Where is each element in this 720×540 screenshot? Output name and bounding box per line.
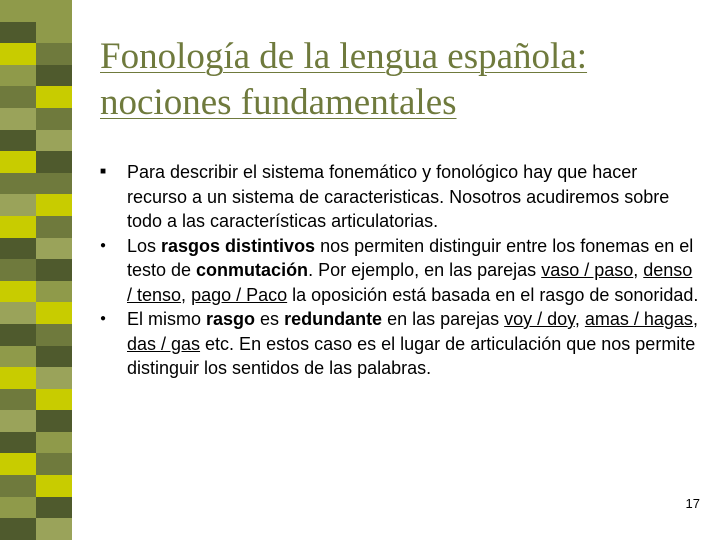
stripe-cell <box>36 497 72 519</box>
stripe-cell <box>0 130 36 152</box>
stripe-cell <box>36 173 72 195</box>
bullet-item <box>100 307 700 381</box>
bullet-text-run: redundante <box>284 309 383 329</box>
stripe-cell <box>36 43 72 65</box>
bullet-text-run: rasgos distintivos <box>161 235 316 256</box>
stripe-row <box>0 108 72 130</box>
stripe-cell <box>36 22 72 44</box>
stripe-row <box>0 432 72 454</box>
stripe-cell <box>0 432 36 454</box>
stripe-cell <box>36 518 72 540</box>
stripe-row <box>0 0 72 22</box>
bullet-text-run: , <box>181 284 192 305</box>
bullet-text-run: pago / Paco <box>191 284 288 305</box>
stripe-row <box>0 497 72 519</box>
stripe-cell <box>0 410 36 432</box>
stripe-cell <box>36 475 72 497</box>
stripe-row <box>0 216 72 238</box>
stripe-cell <box>0 43 36 65</box>
stripe-row <box>0 130 72 152</box>
stripe-row <box>0 43 72 65</box>
stripe-cell <box>36 259 72 281</box>
page-number: 17 <box>685 496 700 511</box>
bullet-text-run: nos permiten distinguir entre los fonemas en el testo de <box>127 235 694 280</box>
stripe-cell <box>36 86 72 108</box>
stripe-row <box>0 86 72 108</box>
bullet-text-run: conmutación <box>196 260 309 280</box>
bullet-text-run: rasgo <box>206 309 256 329</box>
stripe-row <box>0 518 72 540</box>
bullet-item <box>100 160 700 234</box>
stripe-cell <box>36 216 72 238</box>
stripe-cell <box>0 453 36 475</box>
stripe-cell <box>36 281 72 303</box>
square-bullet-icon: ■ <box>100 166 107 177</box>
stripe-row <box>0 65 72 87</box>
stripe-cell <box>0 238 36 260</box>
stripe-cell <box>36 302 72 324</box>
bullet-text-run: das / gas <box>127 333 201 354</box>
stripe-cell <box>0 346 36 368</box>
bullet-text-run: , <box>692 309 698 329</box>
bullet-text-run: amas / hagas <box>584 309 693 329</box>
slide-title-line-2: nociones fundamentales <box>100 82 457 123</box>
stripe-cell <box>36 151 72 173</box>
stripe-row <box>0 367 72 389</box>
stripe-cell <box>0 216 36 238</box>
stripe-cell <box>36 108 72 130</box>
stripe-cell <box>36 410 72 432</box>
stripe-cell <box>0 302 36 324</box>
stripe-cell <box>36 194 72 216</box>
stripe-row <box>0 22 72 44</box>
stripe-cell <box>36 65 72 87</box>
stripe-row <box>0 259 72 281</box>
slide-title-line-1: Fonología de la lengua española: <box>100 36 588 77</box>
bullet-text-run: voy / doy <box>504 309 575 329</box>
stripe-row <box>0 410 72 432</box>
bullet-text-run: Para describir el sistema fonemático y fonológico hay que hacer recurso a un sistema de caracteristicas. Nosotros acudiremos sobre todo a las características articulatorias. <box>127 162 670 231</box>
stripe-cell <box>36 346 72 368</box>
bullet-item <box>100 234 700 308</box>
stripe-cell <box>0 86 36 108</box>
bullet-list <box>100 160 700 381</box>
stripe-row <box>0 453 72 475</box>
stripe-row <box>0 281 72 303</box>
stripe-row <box>0 389 72 411</box>
stripe-row <box>0 302 72 324</box>
decorative-stripe-bar <box>0 0 72 540</box>
circle-bullet-icon: ● <box>100 239 107 251</box>
stripe-row <box>0 194 72 216</box>
stripe-cell <box>0 0 36 22</box>
stripe-cell <box>36 130 72 152</box>
stripe-row <box>0 238 72 260</box>
stripe-cell <box>0 173 36 195</box>
stripe-cell <box>0 518 36 540</box>
stripe-row <box>0 151 72 173</box>
bullet-text-run: , <box>574 309 585 329</box>
stripe-cell <box>0 259 36 281</box>
stripe-cell <box>36 389 72 411</box>
bullet-text-run: . Por ejemplo, en las parejas <box>308 260 542 280</box>
bullet-text-run: en las parejas <box>382 309 505 329</box>
stripe-cell <box>36 367 72 389</box>
bullet-text-run: vaso / paso <box>541 260 634 280</box>
circle-bullet-icon: ● <box>100 313 107 324</box>
stripe-cell <box>36 0 72 22</box>
stripe-cell <box>36 324 72 346</box>
stripe-cell <box>0 22 36 44</box>
stripe-cell <box>0 475 36 497</box>
bullet-text-run: El mismo <box>127 309 207 329</box>
stripe-row <box>0 475 72 497</box>
stripe-cell <box>0 65 36 87</box>
stripe-cell <box>36 453 72 475</box>
slide-title <box>100 34 700 126</box>
stripe-cell <box>0 151 36 173</box>
stripe-cell <box>0 194 36 216</box>
stripe-cell <box>0 389 36 411</box>
bullet-text-run: denso / tenso <box>127 260 693 305</box>
stripe-cell <box>36 432 72 454</box>
stripe-cell <box>36 238 72 260</box>
stripe-cell <box>0 367 36 389</box>
bullet-text-run: la oposición está basada en el rasgo de sonoridad. <box>287 284 699 305</box>
stripe-cell <box>0 108 36 130</box>
stripe-row <box>0 324 72 346</box>
stripe-row <box>0 173 72 195</box>
stripe-cell <box>0 324 36 346</box>
stripe-cell <box>0 497 36 519</box>
bullet-text-run: , <box>633 260 644 280</box>
stripe-row <box>0 346 72 368</box>
bullet-text-run: es <box>255 309 285 329</box>
stripe-cell <box>0 281 36 303</box>
bullet-text-run: etc. En estos caso es el lugar de articulación que nos permite distinguir los sentidos de las palabras. <box>127 333 696 378</box>
bullet-text-run: Los <box>127 235 162 256</box>
